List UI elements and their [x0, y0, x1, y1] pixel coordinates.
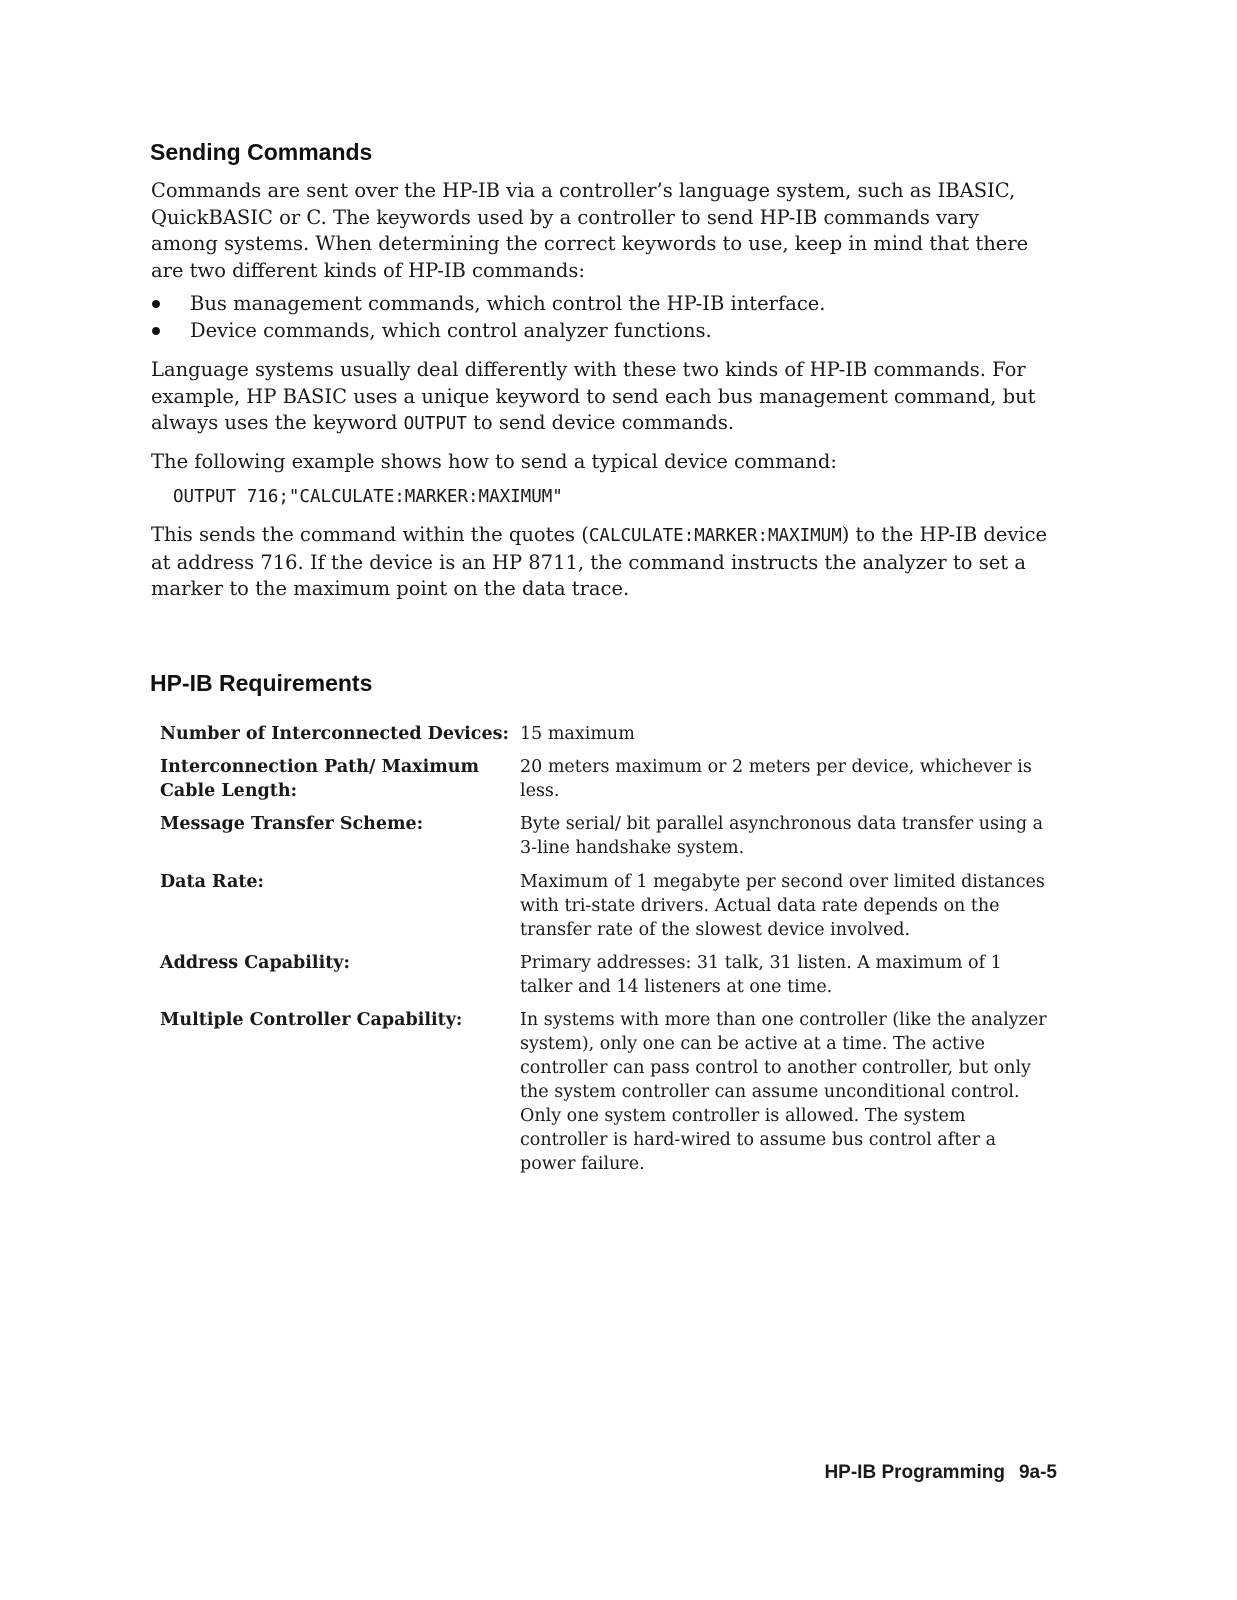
paragraph-explanation	[151, 522, 1051, 603]
list-item	[151, 318, 1051, 345]
spec-value: Maximum of 1 megabyte per second over limited distances with tri-state drivers. Actual data rate depends on the transfer rate of the slowest device involved.	[520, 872, 1045, 940]
spec-value: In systems with more than one controller (like the analyzer system), only one can be active at a time. The active controller can pass control to another controller, but only the system controller can assume unconditional control. Only one system controller is allowed. The system controller is hard-wired to assume bus control after a power failure.	[520, 1010, 1047, 1174]
inline-code-output: OUTPUT	[403, 414, 467, 434]
spec-value: 15 maximum	[520, 724, 635, 744]
heading-sending-commands: Sending Commands	[150, 139, 373, 165]
code-example: OUTPUT 716;"CALCULATE:MARKER:MAXIMUM"	[173, 487, 563, 507]
paragraph-intro: Commands are sent over the HP-IB via a controller’s language system, such as IBASIC, QuickBASIC or C. The keywords used by a controller to send HP-IB commands vary among systems. When determining the correct keywords to use, keep in mind that there are two different kinds of HP-IB commands:	[151, 179, 1029, 282]
page-footer	[750, 1462, 1057, 1484]
paragraph-text: ) to the HP-IB device at address 716. If the device is an HP 8711, the command instructs the analyzer to set a marker to the maximum point on the data trace.	[151, 523, 1048, 600]
spec-label: Number of Interconnected Devices:	[160, 724, 509, 744]
list-item	[151, 291, 1051, 318]
spec-value: Byte serial/ bit parallel asynchronous data transfer using a 3-line handshake system.	[520, 814, 1044, 858]
bullet-icon	[152, 327, 160, 335]
page-number: 9a-5	[1018, 1462, 1057, 1483]
spec-label: Multiple Controller Capability:	[160, 1010, 463, 1030]
spec-label: Address Capability:	[160, 953, 350, 973]
spec-label: Message Transfer Scheme:	[160, 814, 424, 834]
paragraph-text: to send device commands.	[466, 411, 735, 434]
paragraph-text: Language systems usually deal differently with these two kinds of HP-IB commands. For example, HP BASIC uses a unique keyword to send each bus management command, but always uses the keyword	[151, 358, 1036, 434]
spec-label: Interconnection Path/ Maximum Cable Length:	[160, 757, 479, 801]
paragraph-example-intro: The following example shows how to send a typical device command:	[151, 450, 837, 473]
footer-section-title: HP-IB Programming	[824, 1462, 1005, 1483]
spec-label: Data Rate:	[160, 872, 264, 892]
bullet-icon	[152, 300, 160, 308]
bullet-text: Device commands, which control analyzer functions.	[190, 318, 712, 342]
inline-code-command: CALCULATE:MARKER:MAXIMUM	[588, 526, 842, 546]
spec-value: Primary addresses: 31 talk, 31 listen. A maximum of 1 talker and 14 listeners at one time.	[520, 953, 1002, 997]
spec-value: 20 meters maximum or 2 meters per device, whichever is less.	[520, 757, 1032, 801]
paragraph-language-systems	[151, 357, 1051, 438]
heading-hpib-requirements: HP-IB Requirements	[150, 670, 373, 696]
bullet-text: Bus management commands, which control the HP-IB interface.	[190, 292, 826, 315]
paragraph-text: This sends the command within the quotes (	[151, 523, 589, 546]
bullet-list	[151, 291, 1051, 344]
